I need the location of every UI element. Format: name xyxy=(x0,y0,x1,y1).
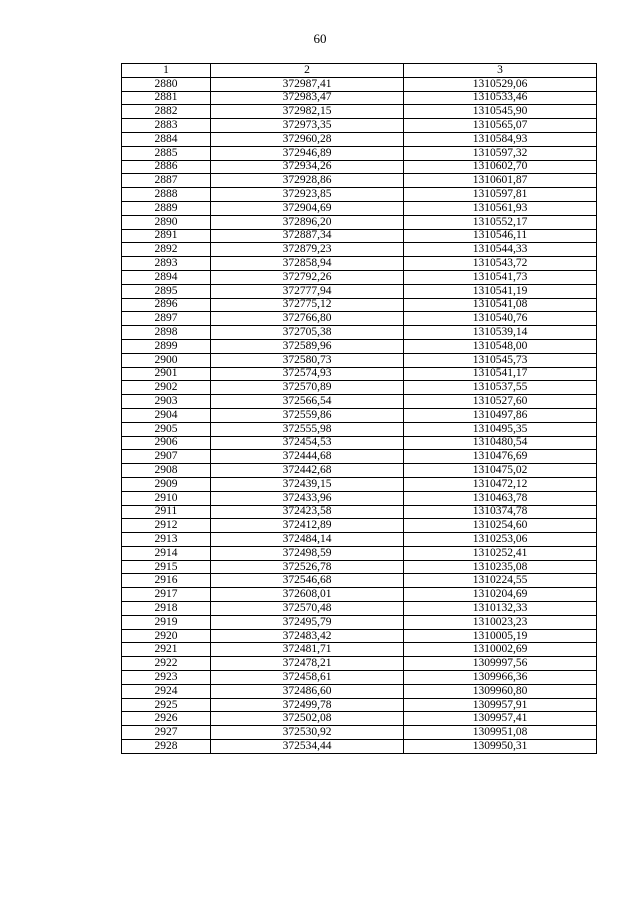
cell-y-coordinate: 1309957,91 xyxy=(404,698,597,712)
table-row xyxy=(122,367,597,381)
cell-point-number: 2927 xyxy=(122,726,211,740)
table-row xyxy=(122,740,597,754)
cell-point-number: 2923 xyxy=(122,671,211,685)
table-row xyxy=(122,712,597,726)
cell-point-number: 2913 xyxy=(122,533,211,547)
page-number: 60 xyxy=(313,31,327,46)
cell-y-coordinate: 1310561,93 xyxy=(404,201,597,215)
cell-x-coordinate: 372982,15 xyxy=(211,105,404,119)
cell-x-coordinate: 372580,73 xyxy=(211,353,404,367)
cell-y-coordinate: 1310254,60 xyxy=(404,519,597,533)
cell-y-coordinate: 1310601,87 xyxy=(404,174,597,188)
cell-y-coordinate: 1310253,06 xyxy=(404,533,597,547)
cell-point-number: 2899 xyxy=(122,339,211,353)
cell-x-coordinate: 372442,68 xyxy=(211,464,404,478)
cell-y-coordinate: 1310544,33 xyxy=(404,243,597,257)
cell-x-coordinate: 372775,12 xyxy=(211,298,404,312)
cell-y-coordinate: 1309966,36 xyxy=(404,671,597,685)
table-row xyxy=(122,381,597,395)
cell-x-coordinate: 372858,94 xyxy=(211,257,404,271)
table-row xyxy=(122,615,597,629)
table-row xyxy=(122,436,597,450)
cell-x-coordinate: 372983,47 xyxy=(211,91,404,105)
table-row xyxy=(122,160,597,174)
cell-point-number: 2909 xyxy=(122,477,211,491)
cell-x-coordinate: 372454,53 xyxy=(211,436,404,450)
table-row xyxy=(122,312,597,326)
cell-x-coordinate: 372923,85 xyxy=(211,188,404,202)
table-row xyxy=(122,533,597,547)
cell-x-coordinate: 372423,58 xyxy=(211,505,404,519)
table-row xyxy=(122,505,597,519)
table-row xyxy=(122,657,597,671)
cell-y-coordinate: 1310529,06 xyxy=(404,77,597,91)
cell-y-coordinate: 1310541,19 xyxy=(404,284,597,298)
cell-point-number: 2905 xyxy=(122,422,211,436)
cell-x-coordinate: 372483,42 xyxy=(211,629,404,643)
cell-y-coordinate: 1310374,78 xyxy=(404,505,597,519)
table-row xyxy=(122,77,597,91)
coordinates-table xyxy=(121,63,597,754)
table-row xyxy=(122,602,597,616)
cell-y-coordinate: 1310543,72 xyxy=(404,257,597,271)
cell-y-coordinate: 1309960,80 xyxy=(404,684,597,698)
cell-point-number: 2920 xyxy=(122,629,211,643)
cell-x-coordinate: 372987,41 xyxy=(211,77,404,91)
table-row xyxy=(122,257,597,271)
cell-y-coordinate: 1310541,73 xyxy=(404,270,597,284)
cell-point-number: 2892 xyxy=(122,243,211,257)
cell-x-coordinate: 372879,23 xyxy=(211,243,404,257)
table-row xyxy=(122,132,597,146)
cell-y-coordinate: 1309957,41 xyxy=(404,712,597,726)
cell-y-coordinate: 1309997,56 xyxy=(404,657,597,671)
cell-x-coordinate: 372433,96 xyxy=(211,491,404,505)
cell-x-coordinate: 372546,68 xyxy=(211,574,404,588)
cell-point-number: 2928 xyxy=(122,740,211,754)
cell-point-number: 2897 xyxy=(122,312,211,326)
cell-x-coordinate: 372946,89 xyxy=(211,146,404,160)
cell-y-coordinate: 1310002,69 xyxy=(404,643,597,657)
cell-x-coordinate: 372792,26 xyxy=(211,270,404,284)
cell-point-number: 2918 xyxy=(122,602,211,616)
table-row xyxy=(122,91,597,105)
table-row xyxy=(122,726,597,740)
cell-point-number: 2917 xyxy=(122,588,211,602)
cell-y-coordinate: 1310546,11 xyxy=(404,229,597,243)
cell-point-number: 2919 xyxy=(122,615,211,629)
cell-point-number: 2884 xyxy=(122,132,211,146)
cell-point-number: 2915 xyxy=(122,560,211,574)
table-row xyxy=(122,188,597,202)
cell-point-number: 2896 xyxy=(122,298,211,312)
table-row xyxy=(122,215,597,229)
cell-x-coordinate: 372526,78 xyxy=(211,560,404,574)
cell-x-coordinate: 372481,71 xyxy=(211,643,404,657)
table-header xyxy=(122,64,597,78)
cell-y-coordinate: 1310224,55 xyxy=(404,574,597,588)
table-row xyxy=(122,201,597,215)
cell-x-coordinate: 372887,34 xyxy=(211,229,404,243)
cell-x-coordinate: 372570,48 xyxy=(211,602,404,616)
cell-point-number: 2883 xyxy=(122,119,211,133)
table-row xyxy=(122,298,597,312)
cell-y-coordinate: 1310476,69 xyxy=(404,450,597,464)
cell-point-number: 2907 xyxy=(122,450,211,464)
table-row xyxy=(122,353,597,367)
cell-y-coordinate: 1310540,76 xyxy=(404,312,597,326)
cell-y-coordinate: 1310472,12 xyxy=(404,477,597,491)
cell-point-number: 2922 xyxy=(122,657,211,671)
cell-x-coordinate: 372777,94 xyxy=(211,284,404,298)
cell-point-number: 2902 xyxy=(122,381,211,395)
cell-x-coordinate: 372566,54 xyxy=(211,395,404,409)
cell-x-coordinate: 372896,20 xyxy=(211,215,404,229)
cell-point-number: 2893 xyxy=(122,257,211,271)
cell-point-number: 2916 xyxy=(122,574,211,588)
table-row xyxy=(122,146,597,160)
cell-point-number: 2924 xyxy=(122,684,211,698)
cell-point-number: 2898 xyxy=(122,326,211,340)
table-row xyxy=(122,105,597,119)
cell-x-coordinate: 372412,89 xyxy=(211,519,404,533)
cell-y-coordinate: 1310539,14 xyxy=(404,326,597,340)
cell-point-number: 2886 xyxy=(122,160,211,174)
table-row xyxy=(122,698,597,712)
cell-x-coordinate: 372444,68 xyxy=(211,450,404,464)
table-row xyxy=(122,422,597,436)
cell-y-coordinate: 1310545,90 xyxy=(404,105,597,119)
cell-y-coordinate: 1310252,41 xyxy=(404,546,597,560)
table-row xyxy=(122,491,597,505)
table-row xyxy=(122,574,597,588)
cell-point-number: 2903 xyxy=(122,395,211,409)
cell-x-coordinate: 372498,59 xyxy=(211,546,404,560)
cell-x-coordinate: 372705,38 xyxy=(211,326,404,340)
cell-y-coordinate: 1309950,31 xyxy=(404,740,597,754)
cell-y-coordinate: 1310597,32 xyxy=(404,146,597,160)
cell-x-coordinate: 372570,89 xyxy=(211,381,404,395)
cell-y-coordinate: 1310495,35 xyxy=(404,422,597,436)
cell-x-coordinate: 372904,69 xyxy=(211,201,404,215)
cell-x-coordinate: 372502,08 xyxy=(211,712,404,726)
table-row xyxy=(122,229,597,243)
table-row xyxy=(122,243,597,257)
cell-y-coordinate: 1310597,81 xyxy=(404,188,597,202)
cell-y-coordinate: 1310204,69 xyxy=(404,588,597,602)
header-row xyxy=(122,64,597,78)
cell-x-coordinate: 372928,86 xyxy=(211,174,404,188)
cell-x-coordinate: 372973,35 xyxy=(211,119,404,133)
cell-x-coordinate: 372484,14 xyxy=(211,533,404,547)
cell-y-coordinate: 1310023,23 xyxy=(404,615,597,629)
table-row xyxy=(122,174,597,188)
cell-y-coordinate: 1310541,08 xyxy=(404,298,597,312)
cell-point-number: 2895 xyxy=(122,284,211,298)
cell-point-number: 2926 xyxy=(122,712,211,726)
table-row xyxy=(122,284,597,298)
cell-y-coordinate: 1310497,86 xyxy=(404,408,597,422)
cell-x-coordinate: 372555,98 xyxy=(211,422,404,436)
cell-point-number: 2925 xyxy=(122,698,211,712)
cell-x-coordinate: 372766,80 xyxy=(211,312,404,326)
cell-x-coordinate: 372534,44 xyxy=(211,740,404,754)
cell-point-number: 2889 xyxy=(122,201,211,215)
cell-point-number: 2890 xyxy=(122,215,211,229)
cell-x-coordinate: 372934,26 xyxy=(211,160,404,174)
cell-point-number: 2906 xyxy=(122,436,211,450)
table-row xyxy=(122,326,597,340)
column-header-point: 1 xyxy=(122,64,211,78)
cell-x-coordinate: 372530,92 xyxy=(211,726,404,740)
cell-x-coordinate: 372439,15 xyxy=(211,477,404,491)
cell-point-number: 2914 xyxy=(122,546,211,560)
cell-point-number: 2885 xyxy=(122,146,211,160)
cell-point-number: 2912 xyxy=(122,519,211,533)
cell-point-number: 2921 xyxy=(122,643,211,657)
table-row xyxy=(122,560,597,574)
cell-y-coordinate: 1310005,19 xyxy=(404,629,597,643)
cell-y-coordinate: 1310132,33 xyxy=(404,602,597,616)
table-row xyxy=(122,270,597,284)
table-row xyxy=(122,477,597,491)
table-row xyxy=(122,339,597,353)
cell-x-coordinate: 372458,61 xyxy=(211,671,404,685)
cell-point-number: 2880 xyxy=(122,77,211,91)
cell-point-number: 2894 xyxy=(122,270,211,284)
cell-y-coordinate: 1310545,73 xyxy=(404,353,597,367)
cell-point-number: 2900 xyxy=(122,353,211,367)
cell-y-coordinate: 1310565,07 xyxy=(404,119,597,133)
cell-point-number: 2882 xyxy=(122,105,211,119)
table-row xyxy=(122,119,597,133)
cell-x-coordinate: 372608,01 xyxy=(211,588,404,602)
cell-point-number: 2887 xyxy=(122,174,211,188)
cell-point-number: 2901 xyxy=(122,367,211,381)
cell-point-number: 2911 xyxy=(122,505,211,519)
cell-x-coordinate: 372499,78 xyxy=(211,698,404,712)
cell-x-coordinate: 372495,79 xyxy=(211,615,404,629)
cell-y-coordinate: 1310475,02 xyxy=(404,464,597,478)
cell-x-coordinate: 372574,93 xyxy=(211,367,404,381)
table-row xyxy=(122,395,597,409)
cell-y-coordinate: 1310235,08 xyxy=(404,560,597,574)
column-header-x: 2 xyxy=(211,64,404,78)
cell-y-coordinate: 1310552,17 xyxy=(404,215,597,229)
cell-y-coordinate: 1310541,17 xyxy=(404,367,597,381)
cell-point-number: 2910 xyxy=(122,491,211,505)
cell-y-coordinate: 1310463,78 xyxy=(404,491,597,505)
cell-y-coordinate: 1310480,54 xyxy=(404,436,597,450)
cell-point-number: 2908 xyxy=(122,464,211,478)
cell-point-number: 2888 xyxy=(122,188,211,202)
table-body xyxy=(122,77,597,753)
cell-x-coordinate: 372960,28 xyxy=(211,132,404,146)
table-row xyxy=(122,450,597,464)
cell-y-coordinate: 1310548,00 xyxy=(404,339,597,353)
cell-point-number: 2904 xyxy=(122,408,211,422)
cell-point-number: 2881 xyxy=(122,91,211,105)
cell-y-coordinate: 1310537,55 xyxy=(404,381,597,395)
cell-point-number: 2891 xyxy=(122,229,211,243)
table-row xyxy=(122,684,597,698)
cell-x-coordinate: 372486,60 xyxy=(211,684,404,698)
cell-y-coordinate: 1310584,93 xyxy=(404,132,597,146)
cell-x-coordinate: 372559,86 xyxy=(211,408,404,422)
table-row xyxy=(122,588,597,602)
table-row xyxy=(122,519,597,533)
column-header-y: 3 xyxy=(404,64,597,78)
cell-x-coordinate: 372589,96 xyxy=(211,339,404,353)
table-row xyxy=(122,464,597,478)
table-row xyxy=(122,671,597,685)
table-row xyxy=(122,408,597,422)
table-row xyxy=(122,546,597,560)
cell-x-coordinate: 372478,21 xyxy=(211,657,404,671)
table-row xyxy=(122,643,597,657)
cell-y-coordinate: 1310602,70 xyxy=(404,160,597,174)
cell-y-coordinate: 1309951,08 xyxy=(404,726,597,740)
cell-y-coordinate: 1310533,46 xyxy=(404,91,597,105)
cell-y-coordinate: 1310527,60 xyxy=(404,395,597,409)
table-row xyxy=(122,629,597,643)
